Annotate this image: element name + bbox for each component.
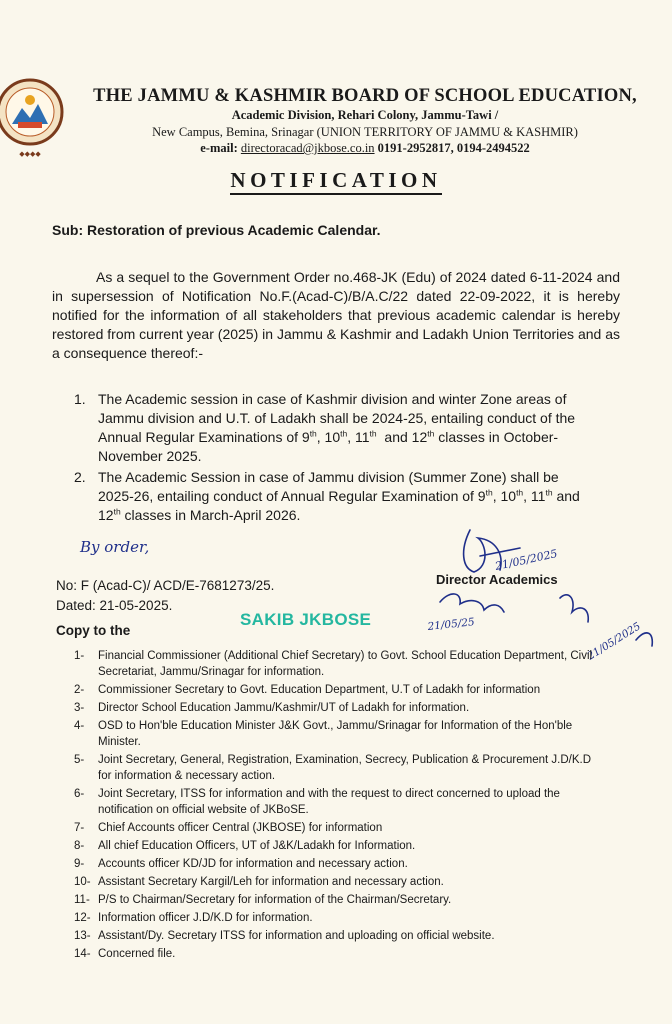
list-item: [74, 390, 594, 466]
point-text: [98, 390, 594, 466]
ordinal-suffix: th: [516, 487, 524, 498]
handwritten-date: 21/05/25: [427, 616, 476, 633]
list-item-text: Assistant/Dy. Secretary ITSS for information and uploading on official website.: [98, 930, 495, 942]
list-item-text: OSD to Hon'ble Education Minister J&K Govt., Jammu/Srinagar for Information of the Hon'ble Minister.: [98, 720, 573, 748]
list-item-number: 1-: [74, 650, 85, 662]
handwritten-date: 21/05/2025: [493, 547, 559, 573]
list-item-number: 14-: [74, 948, 91, 960]
list-item: [74, 718, 594, 750]
list-item: [74, 946, 594, 962]
ordinal-suffix: th: [545, 487, 553, 498]
list-item: [74, 874, 594, 890]
document-title-text: NOTIFICATION: [230, 168, 441, 195]
list-item-number: 5-: [74, 754, 85, 766]
address-line-2: New Campus, Bemina, Srinagar (UNION TERRITORY OF JAMMU & KASHMIR): [152, 125, 578, 139]
ordinal-suffix: th: [427, 428, 435, 439]
email-link[interactable]: directoracad@jkbose.co.in: [240, 141, 375, 155]
list-item-text: Director School Education Jammu/Kashmir/UT of Ladakh for information.: [98, 702, 470, 714]
list-item-text: Assistant Secretary Kargil/Leh for information and necessary action.: [98, 876, 444, 888]
list-item: [74, 468, 594, 525]
phone-numbers: 0191-2952817, 0194-2494522: [377, 141, 530, 155]
list-item-number: 13-: [74, 930, 91, 942]
contact-line: [80, 141, 650, 156]
ordinal-suffix: th: [309, 428, 317, 439]
list-item: [74, 752, 594, 784]
list-item: [74, 892, 594, 908]
list-item-text: Information officer J.D/K.D for information.: [98, 912, 313, 924]
list-item-number: 3-: [74, 702, 85, 714]
svg-text:◆◆◆◆: ◆◆◆◆: [19, 150, 41, 158]
point-text-part: The Academic session in case of Kashmir division and winter Zone areas of Jammu division and U.T. of Ladakh shall be 2024-25, entailing conduct of the Annual Regular Examinations of 9: [98, 391, 576, 445]
point-text-part: , 10: [492, 488, 517, 504]
list-item-number: 7-: [74, 822, 85, 834]
point-text-part: , 11: [347, 429, 370, 445]
list-item-text: Chief Accounts officer Central (JKBOSE) for information: [98, 822, 383, 834]
point-text: [98, 468, 594, 525]
ordinal-suffix: th: [340, 428, 348, 439]
issue-date: Dated: 21-05-2025.: [56, 598, 173, 613]
list-item-text: Accounts officer KD/JD for information and necessary action.: [98, 858, 408, 870]
list-item: [74, 910, 594, 926]
list-item-number: 6-: [74, 788, 85, 800]
list-item-number: 2-: [74, 684, 85, 696]
list-item-text: Joint Secretary, ITSS for information and with the request to direct concerned to upload the notification on official website of JKBoSE.: [98, 788, 560, 816]
list-item-text: All chief Education Officers, UT of J&K/Ladakh for Information.: [98, 840, 416, 852]
point-number: 2.: [74, 469, 86, 485]
intro-paragraph-text: As a sequel to the Government Order no.468-JK (Edu) of 2024 dated 6-11-2024 and in supersession of Notification No.F.(Acad-C)/B/A.C/22 dated 22-09-2022, it is hereby notified for the information of all stakeholders that previous academic calendar is hereby restored from current year (2025) in Jammu & Kashmir and Ladakh Union Territories and as a consequence thereof:-: [52, 269, 620, 361]
intro-paragraph: [52, 268, 620, 363]
point-text-part: , 10: [316, 429, 341, 445]
copy-to-heading: Copy to the: [56, 623, 131, 638]
list-item-number: 4-: [74, 720, 85, 732]
subject-line: Sub: Restoration of previous Academic Calendar.: [52, 222, 381, 238]
list-item-number: 9-: [74, 858, 85, 870]
letterhead: [80, 86, 650, 156]
point-text-part: , 11: [523, 488, 546, 504]
list-item: [74, 856, 594, 872]
list-item-text: Concerned file.: [98, 948, 176, 960]
jkbose-logo-icon: [0, 72, 78, 182]
list-item: [74, 786, 594, 818]
ordinal-suffix: th: [369, 428, 377, 439]
list-item: [74, 838, 594, 854]
point-number: 1.: [74, 391, 86, 407]
list-item-number: 10-: [74, 876, 91, 888]
address-line-1: Academic Division, Rehari Colony, Jammu-Tawi /: [231, 108, 499, 122]
point-text-part: and 12: [98, 488, 580, 523]
list-item-text: P/S to Chairman/Secretary for information of the Chairman/Secretary.: [98, 894, 452, 906]
list-item-text: Financial Commissioner (Additional Chief Secretary) to Govt. School Education Department, Civil Secretariat, Jammu/Srinagar for information.: [98, 650, 593, 678]
ordinal-suffix: th: [485, 487, 493, 498]
list-item-number: 11-: [74, 894, 90, 906]
point-text-part: classes in March-April 2026.: [120, 507, 301, 523]
email-label: e-mail:: [200, 141, 238, 155]
organization-name: THE JAMMU & KASHMIR BOARD OF SCHOOL EDUCATION,: [93, 86, 637, 106]
by-order-handwritten: By order,: [80, 538, 150, 556]
point-text-part: classes in October-November 2025.: [98, 429, 559, 464]
list-item: [74, 682, 594, 698]
list-item: [74, 700, 594, 716]
point-text-part: The Academic Session in case of Jammu division (Summer Zone) shall be 2025-26, entailing conduct of Annual Regular Examination of 9: [98, 469, 559, 504]
document-title: [0, 168, 672, 193]
list-item: [74, 928, 594, 944]
signatory-title: Director Academics: [436, 572, 558, 587]
reference-number: No: F (Acad-C)/ ACD/E-7681273/25.: [56, 578, 275, 593]
list-item: [74, 820, 594, 836]
list-item: [74, 648, 594, 680]
watermark-text: SAKIB JKBOSE: [240, 610, 372, 629]
list-item-text: Commissioner Secretary to Govt. Education Department, U.T of Ladakh for information: [98, 684, 541, 696]
point-text-part: and 12: [376, 429, 428, 445]
ordinal-suffix: th: [113, 506, 121, 517]
copy-to-list: [74, 648, 594, 964]
handwritten-date: 21/05/2025: [585, 620, 643, 663]
list-item-text: Joint Secretary, General, Registration, Examination, Secrecy, Publication & Procurement J.D/K.D for information & necessary action.: [98, 754, 592, 782]
list-item-number: 12-: [74, 912, 91, 924]
list-item-number: 8-: [74, 840, 85, 852]
numbered-points: [74, 390, 594, 527]
